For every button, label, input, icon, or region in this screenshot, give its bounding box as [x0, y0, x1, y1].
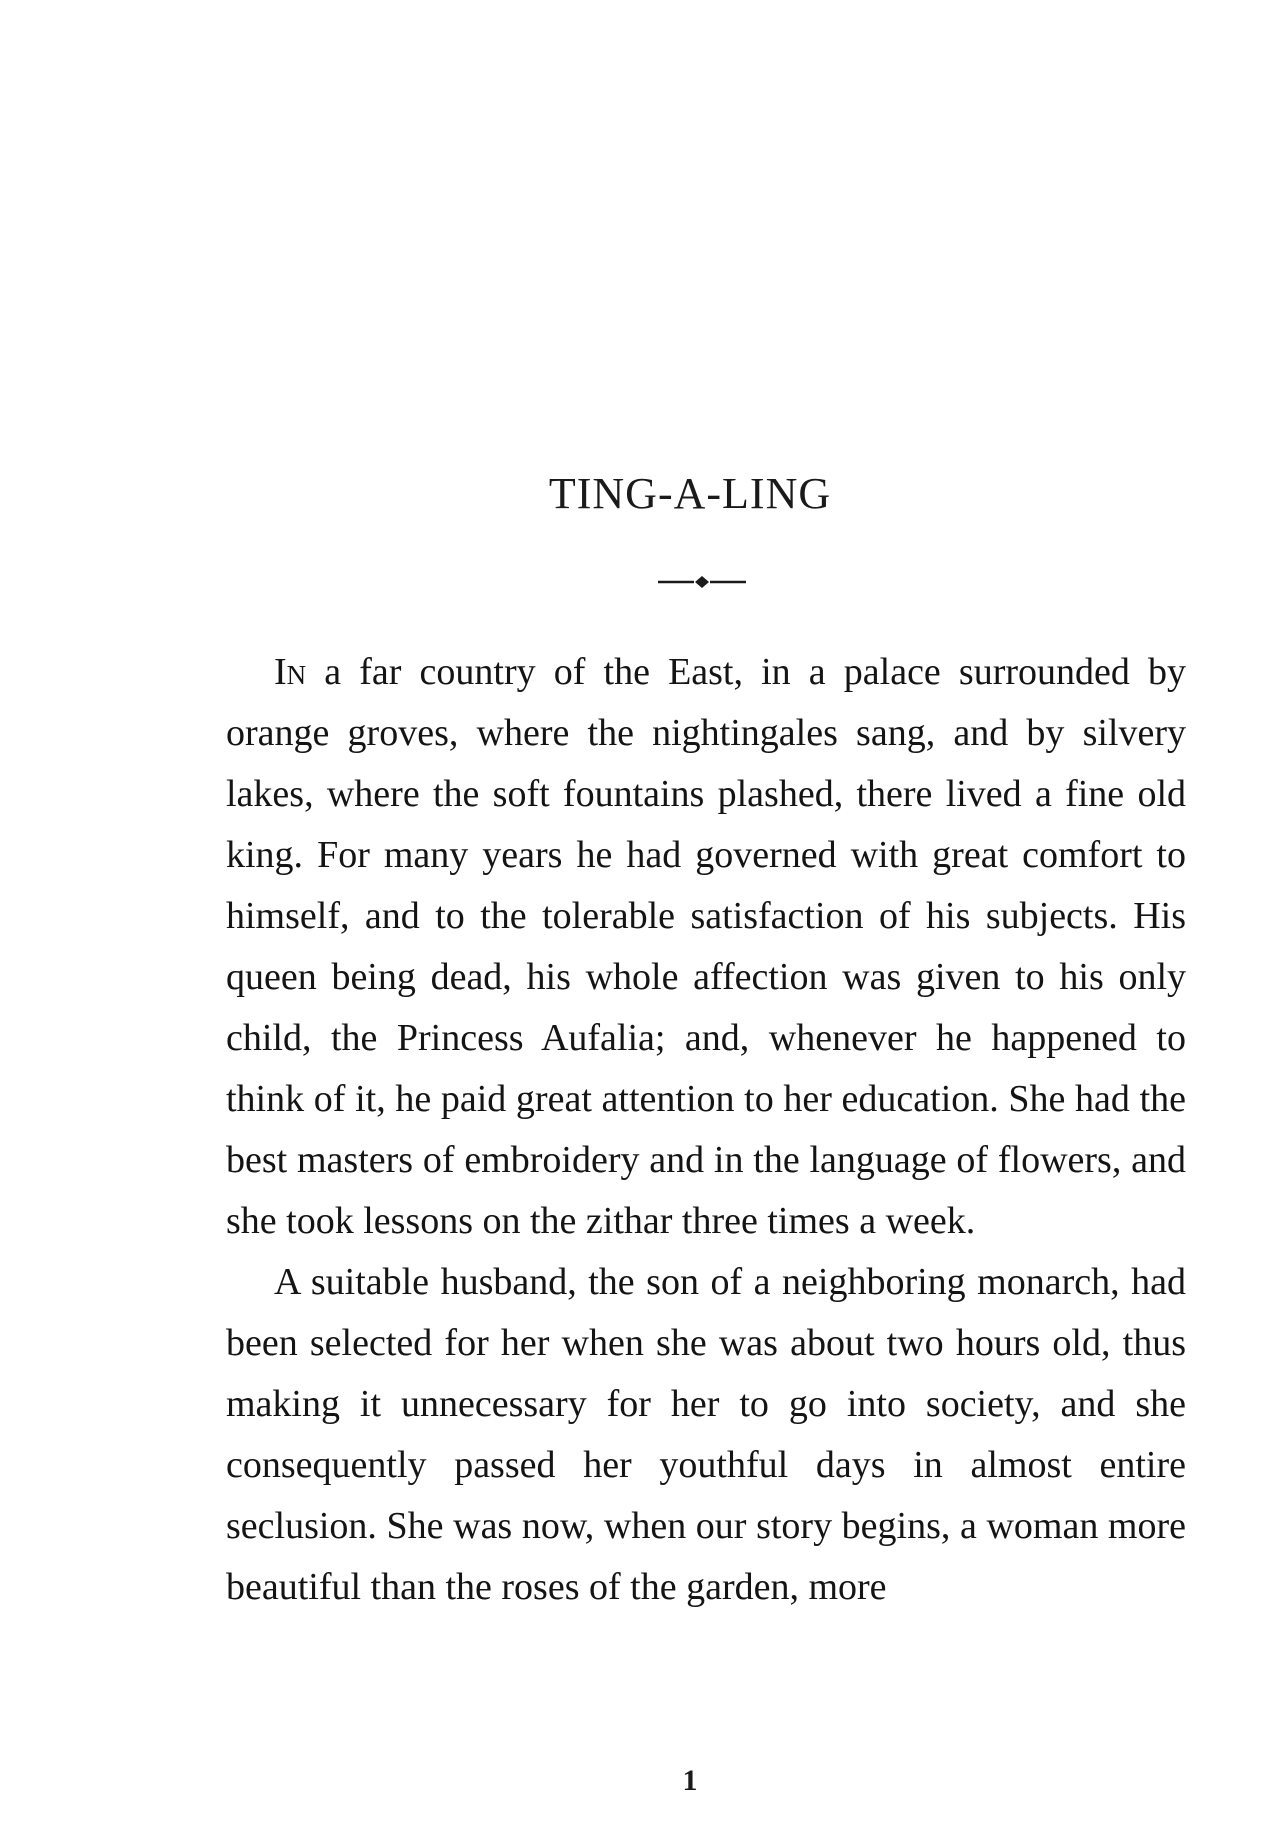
- paragraph-2: [226, 1252, 1186, 1618]
- paragraph-1: [226, 642, 1186, 1252]
- paragraph-1-text: a far country of the East, in a palace surrounded by orange groves, where the nightingales sang, and by silvery lakes, where the soft fountains plashed, there lived a fine old king. For many years he had governed with great comfort to himself, and to the tolerable satisfaction of his subjects. His queen being dead, his whole affection was given to his only child, the Princess Aufalia; and, whenever he happened to think of it, he paid great attention to her education. She had the best masters of embroidery and in the language of flowers, and she took lessons on the zithar three times a week.: [226, 651, 1186, 1242]
- page-number: 1: [682, 1764, 698, 1797]
- paragraph-2-text: A suitable husband, the son of a neighboring monarch, had been selected for her when she was about two hours old, thus making it unnecessary for her to go into society, and she consequently passed her youthful days in almost entire seclusion. She was now, when our story begins, a woman more beautiful than the roses of the garden, more: [226, 1261, 1186, 1608]
- chapter-title: TING-A-LING: [548, 469, 832, 518]
- story-text: [226, 642, 1186, 1618]
- title-ornament-divider: [658, 575, 746, 589]
- drop-lead-word: In: [274, 651, 307, 693]
